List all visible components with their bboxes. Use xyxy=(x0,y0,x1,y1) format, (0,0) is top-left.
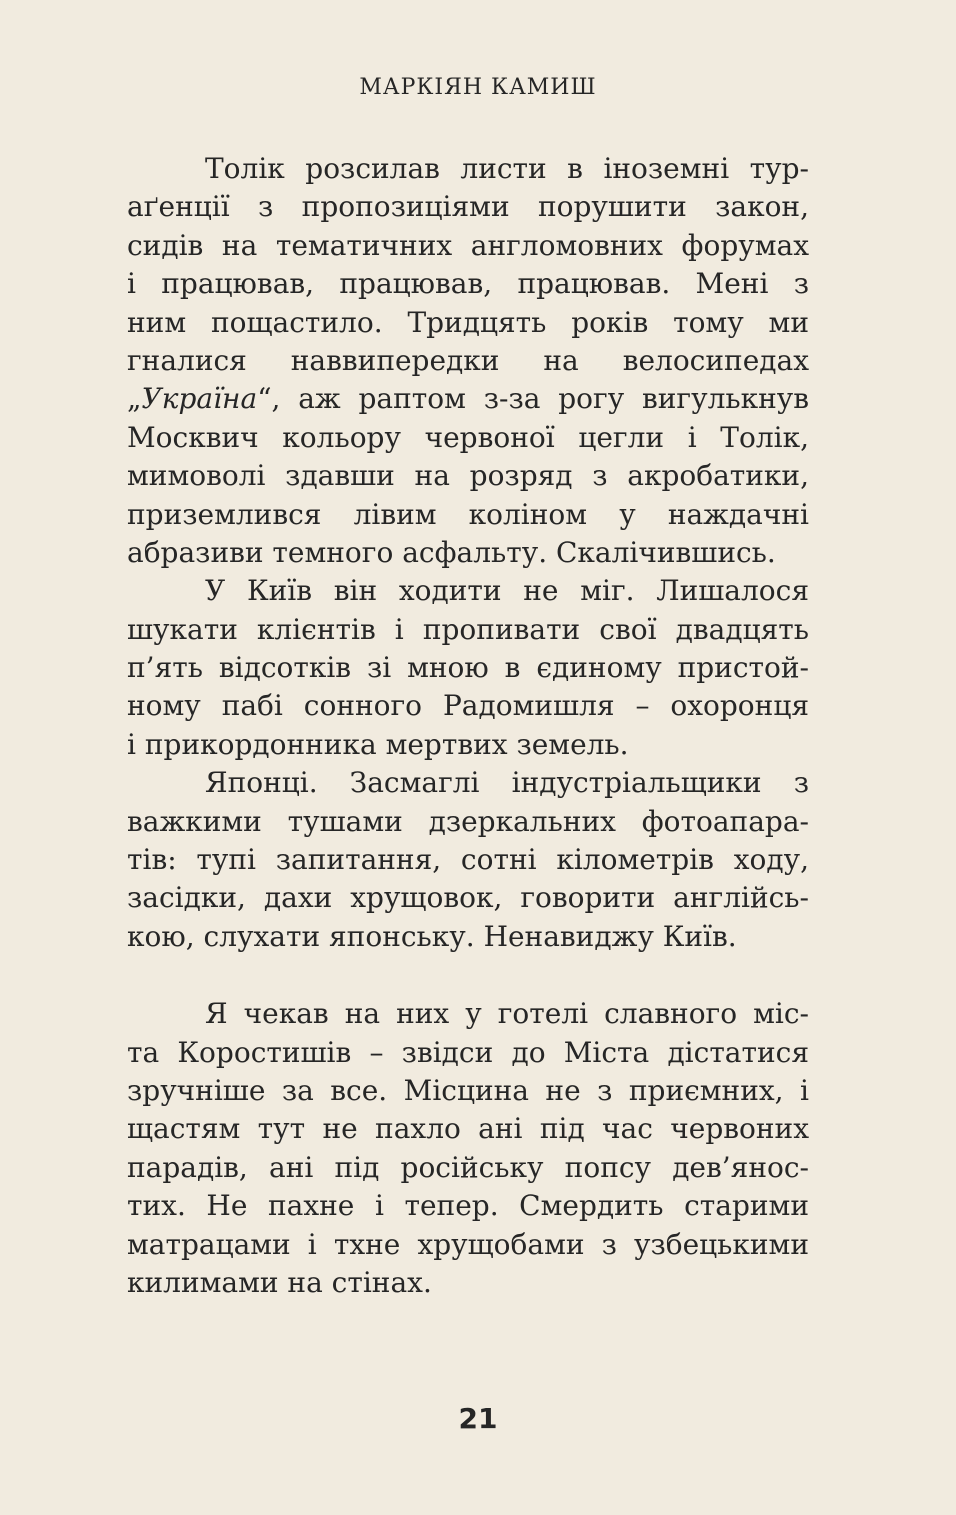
paragraph-line: щастям тут не пахло ані під час червоних xyxy=(127,1112,809,1146)
paragraph-4 xyxy=(127,995,809,1302)
section-break xyxy=(127,956,809,995)
paragraph-line-with-italic: „Україна“, аж раптом з-за рогу вигулькнув xyxy=(127,382,809,416)
paragraph-line: гналися наввипередки на велосипедах xyxy=(127,343,809,377)
paragraph-line: і прикордонника мертвих земель. xyxy=(127,727,629,761)
paragraph-line: і працював, працював, працював. Мені з xyxy=(127,267,809,301)
paragraph-line: засідки, дахи хрущовок, говорити англійсь- xyxy=(127,881,809,915)
paragraph-line: килимами на стінах. xyxy=(127,1265,432,1299)
paragraph-3 xyxy=(127,764,809,956)
paragraph-line: абразиви темного асфальту. Скалічившись. xyxy=(127,535,776,569)
paragraph-line: Москвич кольору червоної цегли і Толік, xyxy=(127,420,809,454)
paragraph-line: тих. Не пахне і тепер. Смердить старими xyxy=(127,1189,809,1223)
paragraph-line: Толік розсилав листи в іноземні тур- xyxy=(205,152,809,185)
paragraph-line: приземлився лівим коліном у наждачні xyxy=(127,497,809,531)
paragraph-line: та Коростишів – звідси до Міста дістатися xyxy=(127,1035,809,1069)
body-text xyxy=(127,150,809,1302)
paragraph-line: матрацами і тхне хрущобами з узбецькими xyxy=(127,1227,809,1261)
paragraph-line: шукати клієнтів і пропивати свої двадцять xyxy=(127,612,809,646)
paragraph-line: кою, слухати японську. Ненавиджу Київ. xyxy=(127,919,737,953)
paragraph-1 xyxy=(127,150,809,572)
paragraph-line: аґенції з пропозиціями порушити закон, xyxy=(127,190,809,224)
paragraph-line: важкими тушами дзеркальних фотоапара- xyxy=(127,804,809,838)
paragraph-line: Японці. Засмаглі індустріальщики з xyxy=(205,766,809,800)
paragraph-2 xyxy=(127,572,809,764)
paragraph-line: зручніше за все. Місцина не з приємних, і xyxy=(127,1073,809,1107)
paragraph-line: п’ять відсотків зі мною в єдиному пристой- xyxy=(127,651,809,685)
paragraph-line: Я чекав на них у готелі славного міс- xyxy=(205,997,809,1031)
paragraph-line: мимоволі здавши на розряд з акробатики, xyxy=(127,459,809,493)
paragraph-line: ним пощастило. Тридцять років тому ми xyxy=(127,305,809,339)
paragraph-line: У Київ він ходити не міг. Лишалося xyxy=(205,574,809,608)
italic-title: Україна xyxy=(141,382,258,416)
running-header: МАРКІЯН КАМИШ xyxy=(359,75,597,100)
paragraph-line: ному пабі сонного Радомишля – охоронця xyxy=(127,689,809,723)
paragraph-line: парадів, ані під російську попсу дев’янос- xyxy=(127,1150,809,1184)
paragraph-line: тів: тупі запитання, сотні кілометрів ходу, xyxy=(127,843,809,877)
paragraph-line: сидів на тематичних англомовних форумах xyxy=(127,228,809,262)
page-number: 21 xyxy=(458,1402,498,1435)
